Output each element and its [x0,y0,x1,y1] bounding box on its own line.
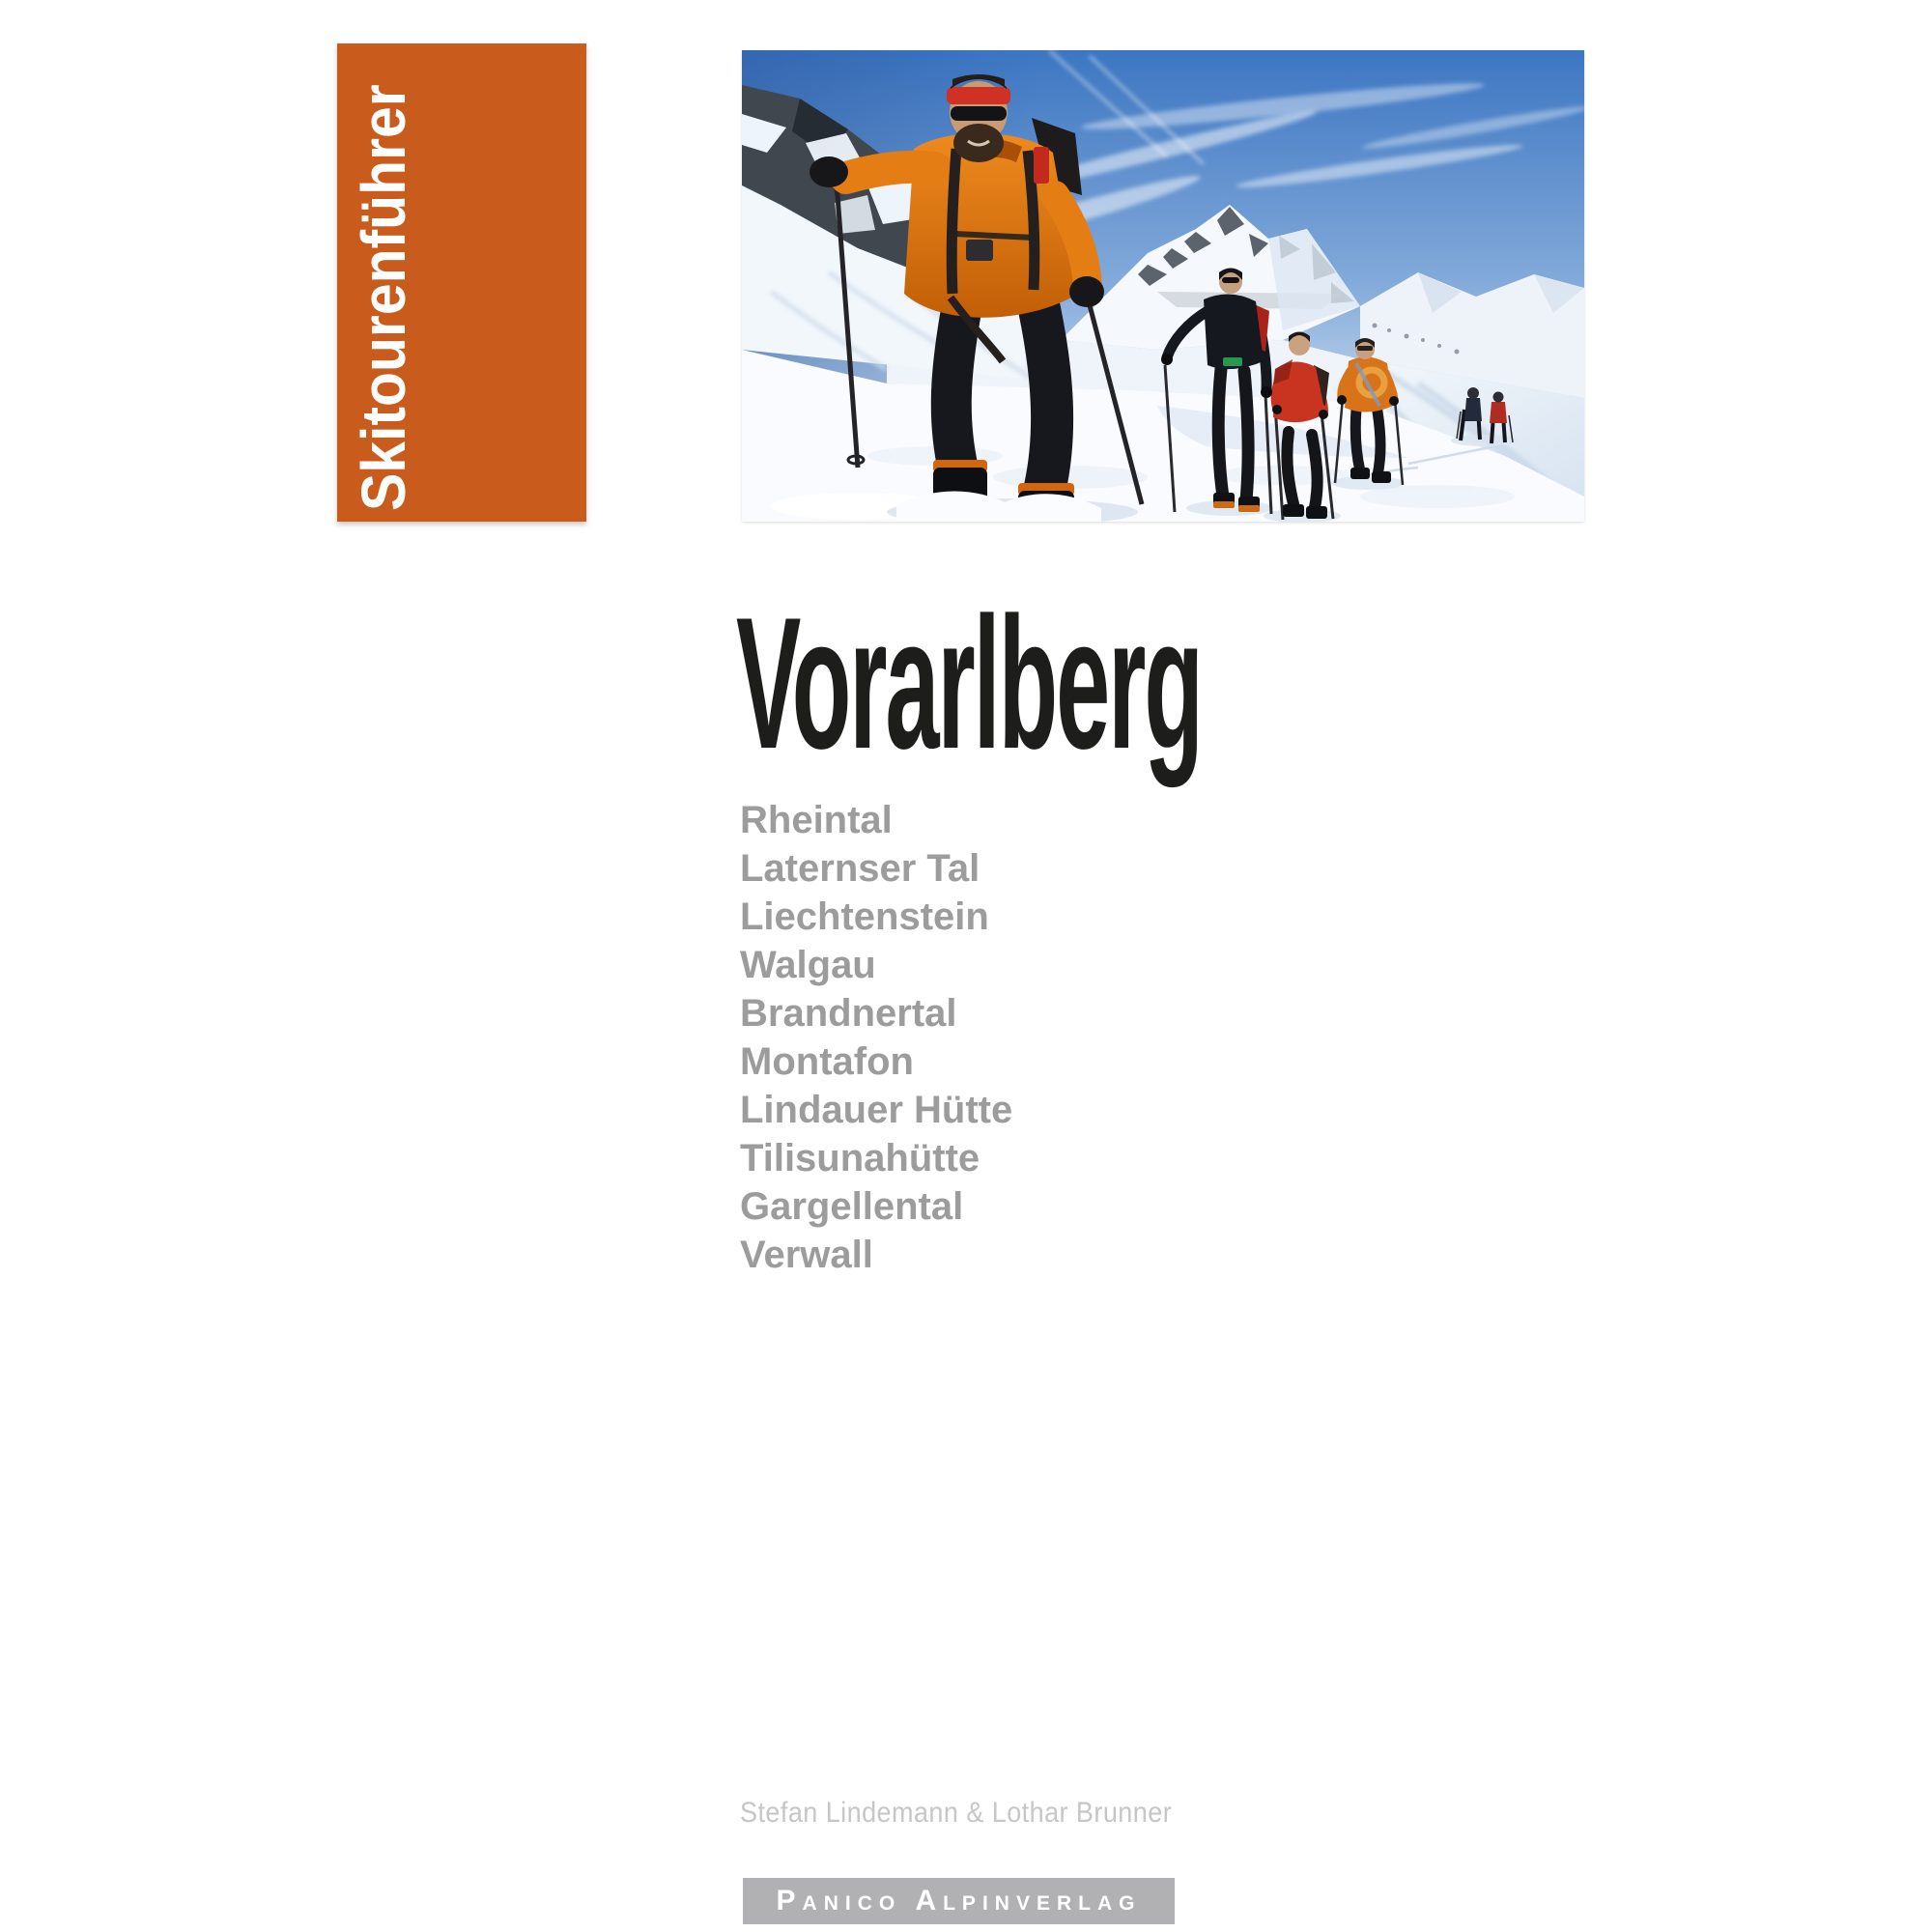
region-item: Tilisunahütte [740,1137,980,1179]
cover-photo [742,50,1584,522]
series-banner-label: Skitourenführer [349,84,418,511]
region-list [740,796,1012,1279]
region-item: Lindauer Hütte [740,1089,1013,1131]
publisher-bar [743,1878,1175,1924]
region-item: Walgau [740,944,876,986]
region-item: Montafon [740,1040,914,1083]
region-item: Gargellental [740,1185,964,1228]
authors-line: Stefan Lindemann & Lothar Brunner [740,1797,1173,1829]
book-title: Vorarlberg [736,579,1202,788]
region-item: Liechtenstein [740,895,989,938]
region-item: Rheintal [740,799,893,841]
publisher-name: Panico Alpinverlag [776,1885,1142,1917]
series-banner [337,43,586,522]
cover-photo-art [742,50,1584,522]
region-item: Verwall [740,1234,873,1276]
region-item: Laternser Tal [740,847,980,890]
region-item: Brandnertal [740,992,957,1035]
